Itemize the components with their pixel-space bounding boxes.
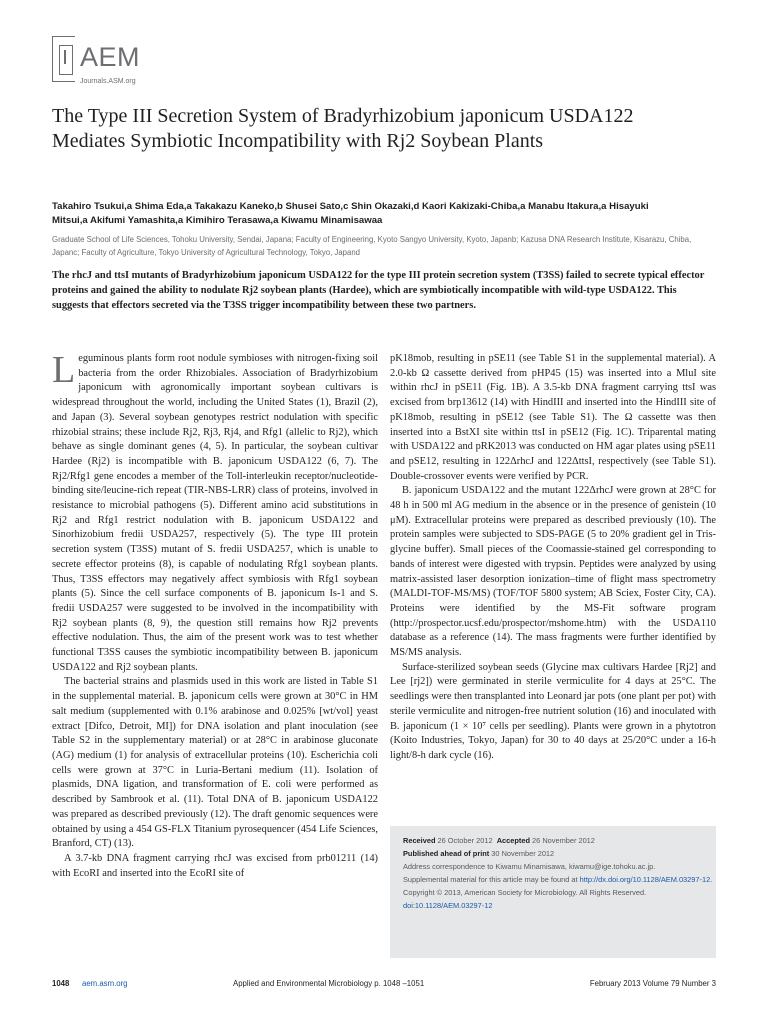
body-paragraph: Leguminous plants form root nodule symbioses with nitrogen-fixing soil bacteria from the order Rhizobiales. Association of Bradyrhizobium japonicum with agronomically important soybean cultivars is widespread throughout the world, including the United States (1), Brazil (2), and Japan (3). Several soybean genotypes restrict nodulation with specific rhizobial strains; these include Rj2, Rj3, Rj4, and Rfg1 (allelic to Rj2), which behave as single dominant genes (4, 5). In particular, the soybean cultivar Hardee (Rj2) is incompatible with B. japonicum USDA122 (6, 7). The Rj2/Rfg1 gene encodes a member of the Toll-interleukin receptor/nucleotide-binding site/leucine-rich repeat (TIR-NBS-LRR) class of proteins, involved in resistance to microbial pathogens (5). Different amino acid substitutions in Rj2 and Rfg1 restrict nodulation with B. japonicum USDA122 and Sinorhizobium fredii USDA257, respectively (5). The type III protein secretion system (T3SS) mutant of S. fredii USDA257, which is unable to secrete effector proteins (8), is capable of nodulating Rfg1 soybean plants. Thus, T3SS effectors may negatively affect symbiosis with Rfg1 soybean plants (5). Since the cell surface components of B. japonicum Is-1 and S. fredii USDA257 were suggested to be involved in the incompatibility with Rj2 soybean plants (8, 9), the question still remains how Rj2 prevents effective nodulation. Thus, the aim of the present work was to test whether functional T3SS causes the symbiotic incompatibility between B. japonicum USDA122 and Rj2 soybean plants. — [52, 349, 378, 673]
logo-name: AEM — [80, 42, 141, 72]
logo-sub: Journals.ASM.org — [80, 78, 136, 85]
page-number: 1048 — [52, 979, 70, 988]
affiliations: Graduate School of Life Sciences, Tohoku University, Sendai, Japana; Faculty of Engineering, Kyoto Sangyo University, Kyoto, Japanb; Kazusa DNA Research Institute, Kisarazu, Chiba, Japanc; Faculty of Agriculture, Tokyo University of Agricultural Technology, Tokyo, Japand — [52, 235, 692, 257]
abstract: The rhcJ and ttsI mutants of Bradyrhizobium japonicum USDA122 for the type III protein secretion system (T3SS) failed to secrete typical effector proteins and gained the ability to nodulate Rj2 soybean plants (Hardee), which are symbiotically incompatible with wild-type USDA122. This suggests that effectors secreted via the T3SS trigger incompatibility between these two partners. — [52, 270, 705, 312]
body-column-right — [390, 352, 716, 764]
body-paragraph: A 3.7-kb DNA fragment carrying rhcJ was excised from prb01211 (14) with EcoRI and inserted into the EcoRI site of — [52, 852, 378, 879]
supplemental-link[interactable]: http://dx.doi.org/10.1128/AEM.03297-12 — [579, 875, 711, 884]
issue-info: February 2013 Volume 79 Number 3 — [589, 979, 716, 988]
body-paragraph: B. japonicum USDA122 and the mutant 122ΔrhcJ were grown at 28°C for 48 h in 500 ml AG medium in the absence or in the presence of genistein (10 μM). Extracellular proteins were prepared as described previously (10). The protein samples were subjected to SDS-PAGE (5 to 20% gradient gel in Tris-glycine buffer). Small pieces of the Coomassie-stained gel corresponding to bands of interest were digested with trypsin. Peptides were analyzed by using matrix-assisted laser desorption ionization–time of flight mass spectrometry (MALDI-TOF-MS/MS) (TOF/TOF 5800 system; AB Sciex, Foster City, CA). Proteins were identified by the MS-Fit software program (http://prospector.ucsf.edu/prospector/mshome.htm) with the USDA110 database as a reference (14). The mass fragments were further identified by MS/MS analysis. — [390, 485, 716, 659]
supplemental-line: Supplemental material for this article may be found at http://dx.doi.org/10.1128/AEM.03297-12. — [403, 875, 713, 884]
article-title: The Type III Secretion System of Bradyrhizobium japonicum USDA122 Mediates Symbiotic Incompatibility with Rj2 Soybean Plants — [52, 105, 634, 152]
journal-url-link[interactable]: aem.asm.org — [82, 979, 128, 988]
author-list: Takahiro Tsukui,a Shima Eda,a Takakazu Kaneko,b Shusei Sato,c Shin Okazaki,d Kaori Kakizaki-Chiba,a Manabu Itakura,a Hisayuki Mitsui,a Akifumi Yamashita,a Kimihiro Terasawa,a Kiwamu Minamisawaa — [52, 201, 649, 226]
body-paragraph: Surface-sterilized soybean seeds (Glycine max cultivars Hardee [Rj2] and Lee [rj2]) were germinated in sterile vermiculite for 4 days at 25°C. The seedlings were then transplanted into Leonard jar pots (one plant per pot) with sterile vermiculite and nitrogen-free nutrient solution (16) and inoculated with B. japonicum (1 × 10⁷ cells per seedling). Plants were grown in a phytotron (Koito Industries, Tokyo, Japan) for 30 to 40 days at 25/20°C under a 16-h light/8-h dark cycle (16). — [390, 661, 716, 761]
journal-citation: Applied and Environmental Microbiology p. 1048 –1051 — [233, 979, 425, 988]
copyright-line: Copyright © 2013, American Society for Microbiology. All Rights Reserved. — [403, 888, 647, 897]
body-paragraph: The bacterial strains and plasmids used in this work are listed in Table S1 in the supplemental material. B. japonicum cells were grown at 30°C in HM salt medium (supplemented with 0.1% arabinose and 0.025% [wt/vol] yeast extract [Difco, Detroit, MI]) for DNA isolation and plant inoculation (see Table S2 in the supplementary material) or at 28°C in arabinose gluconate (AG) medium (1) for analysis of extracellular proteins (10). Escherichia coli cells were grown at 37°C in Luria-Bertani medium (11). Isolation of plasmids, DNA ligation, and transformation of E. coli were performed as described by Sambrook et al. (11). Total DNA of B. japonicum USDA122 was prepared as described previously (12). The draft genomic sequences were obtained by using a 454 GS-FLX Titanium pyrosequencer (454 Life Sciences, Branford, CT) (13). — [52, 676, 378, 850]
body-column-left — [52, 349, 378, 881]
dates-line: Received 26 October 2012 Accepted 26 November 2012 — [403, 836, 595, 845]
published-line: Published ahead of print 30 November 2012 — [403, 849, 555, 858]
drop-cap: L — [52, 349, 76, 391]
article-info-box — [390, 826, 716, 958]
body-paragraph: pK18mob, resulting in pSE11 (see Table S1 in the supplemental material). A 2.0-kb Ω cassette derived from pHP45 (15) was inserted into a MluI site within rhcJ in pSE11 (Fig. 1B). A 3.5-kb DNA fragment carrying ttsI was excised from brp13612 (14) with HindIII and inserted into the HindIII site of pK18mob, resulting in pSE12 (see Table S1). The Ω cassette was then inserted into a BstXI site within ttsI in pSE12 (Fig. 1C). Triparental mating with USDA122 and pRK2013 was conducted on HM agar plates using pSE11 and pSE12, resulting in 122ΔrhcJ and 122ΔttsI, respectively (see Table S1). Double-crossover events were verified by PCR. — [390, 353, 716, 482]
doi-link[interactable]: doi:10.1128/AEM.03297-12 — [403, 901, 493, 910]
correspondence-line: Address correspondence to Kiwamu Minamisawa, kiwamu@ige.tohoku.ac.jp. — [403, 862, 656, 871]
logo-mark-icon — [52, 36, 75, 82]
journal-logo — [52, 36, 162, 96]
